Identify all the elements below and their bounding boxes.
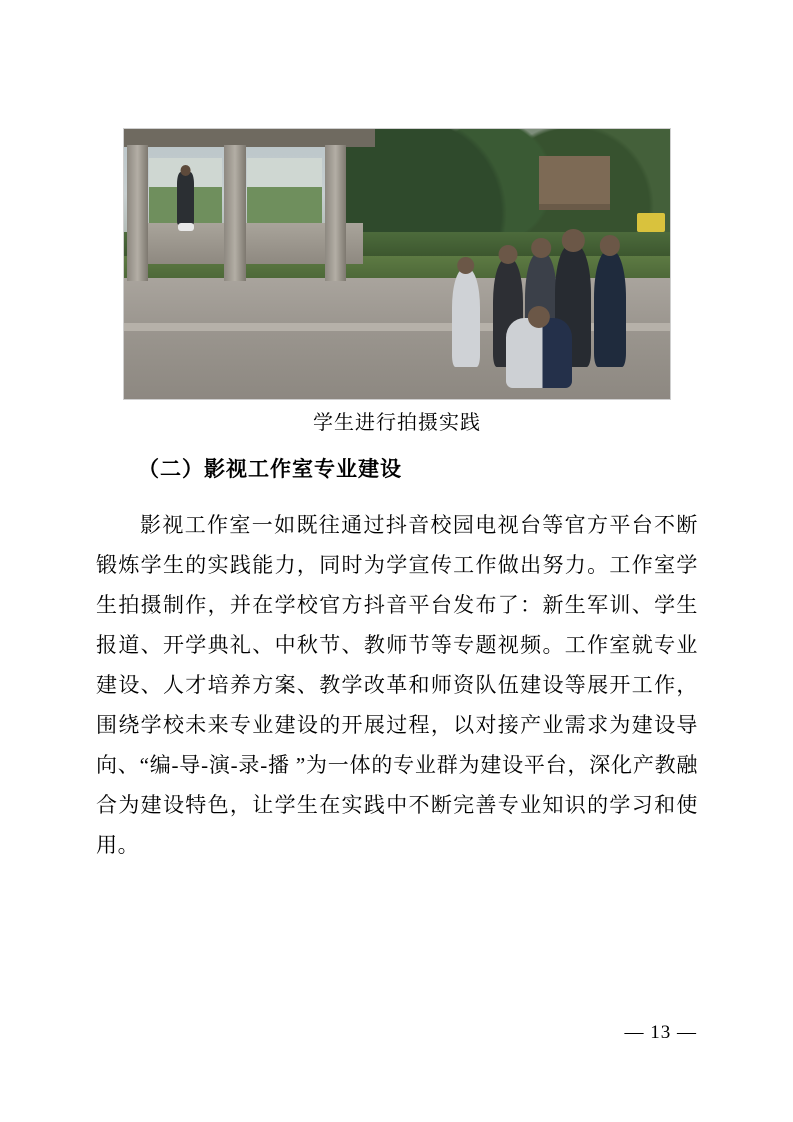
figure-block <box>123 128 671 440</box>
page-number: — 13 — <box>624 1022 697 1043</box>
page-content <box>96 128 698 886</box>
body-paragraph: 影视工作室一如既往通过抖音校园电视台等官方平台不断锻炼学生的实践能力，同时为学宣传工作做出努力。工作室学生拍摄制作，并在学校官方抖音平台发布了：新生军训、学生报道、开学典礼、中秋节、教师节等专题视频。工作室就专业建设、人才培养方案、教学改革和师资队伍建设等展开工作，围绕学校未来专业建设的开展过程，以对接产业需求为建设导向、“编-导-演-录-播 ”为一体的专业群为建设平台，深化产教融合为建设特色，让学生在实践中不断完善专业知识的学习和使用。 <box>96 513 698 858</box>
section-heading: （二）影视工作室专业建设 <box>138 457 402 481</box>
photo-pavilion <box>124 129 375 334</box>
photo-person-head <box>531 238 551 258</box>
photo-pavilion-opening-right <box>247 158 322 224</box>
photo-pavilion-column <box>325 145 346 280</box>
photo-person-head <box>562 229 584 251</box>
photo-person-head <box>600 235 620 255</box>
photo-distant-building <box>539 156 610 210</box>
photo-pavilion-column <box>224 145 245 280</box>
photo-person-head <box>528 306 550 328</box>
photo-student-filming <box>594 251 627 367</box>
photo-crouching-student <box>506 318 572 388</box>
photo-person-head <box>457 257 475 275</box>
photo-students-filming <box>123 128 671 400</box>
photo-student-filming <box>452 269 480 366</box>
photo-person-head <box>180 165 191 176</box>
photo-yellow-vehicle <box>637 213 664 232</box>
photo-person-head <box>498 245 517 264</box>
photo-pavilion-column <box>127 145 148 280</box>
photo-seated-student <box>177 172 195 225</box>
figure-caption: 学生进行拍摄实践 <box>313 412 481 434</box>
